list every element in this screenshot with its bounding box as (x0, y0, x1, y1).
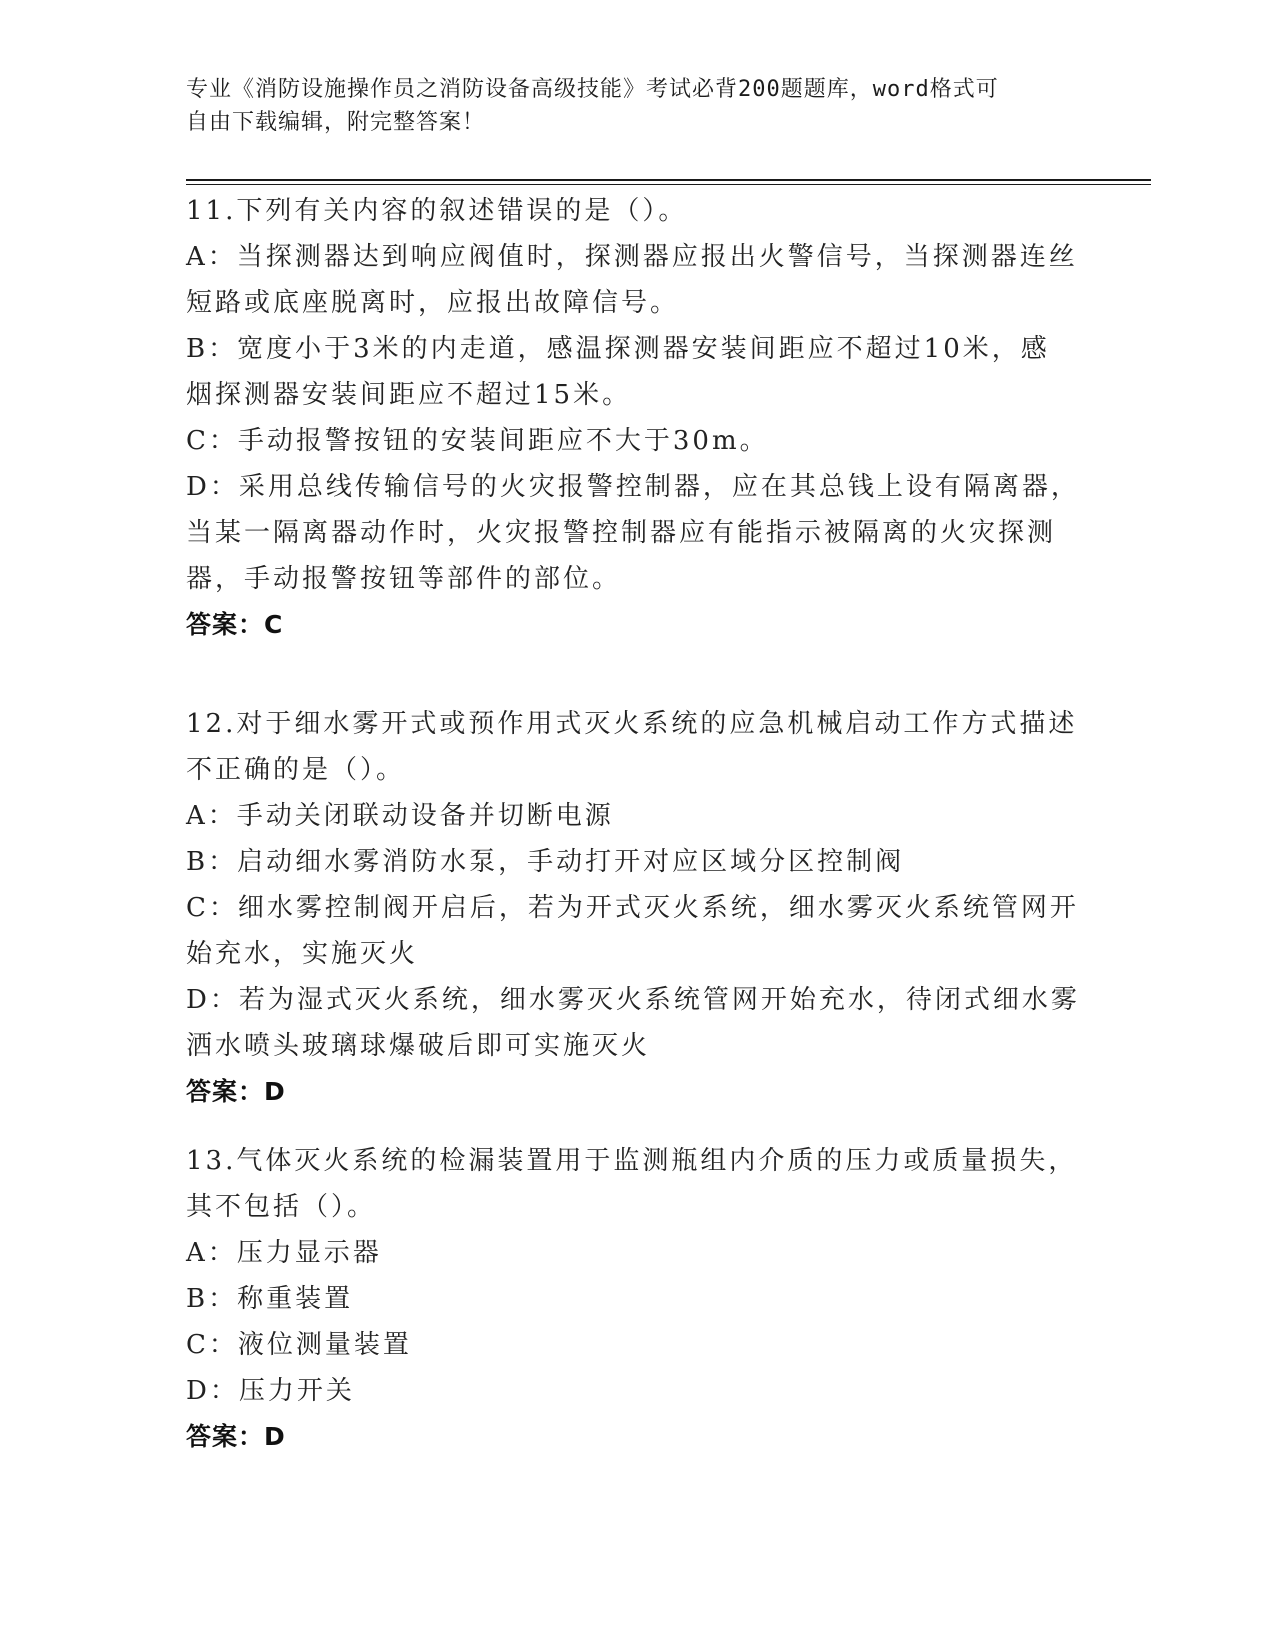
question-stem-line-cont: 其不包括（）。 (186, 1192, 377, 1222)
answer-label: 答案：C (186, 610, 284, 639)
option-b-line: B：称重装置 (186, 1284, 354, 1314)
header-line-1: 专业《消防设施操作员之消防设备高级技能》考试必背200题题库，word格式可 (186, 77, 999, 102)
option-d-line: D：压力开关 (186, 1376, 355, 1406)
question-stem-line: 13.气体灭火系统的检漏装置用于监测瓶组内介质的压力或质量损失， (186, 1146, 1078, 1176)
option-d-line-cont: 器，手动报警按钮等部件的部位。 (186, 564, 622, 594)
option-b-line: B：启动细水雾消防水泵，手动打开对应区域分区控制阀 (186, 847, 905, 877)
option-c-line: C：手动报警按钮的安装间距应不大于30m。 (186, 426, 769, 456)
option-c-line-cont: 始充水，实施灭火 (186, 939, 419, 969)
question-12 (186, 701, 1080, 1115)
option-a-line: A：当探测器达到响应阀值时，探测器应报出火警信号，当探测器连丝 (186, 242, 1078, 272)
option-d-line-cont: 当某一隔离器动作时，火灾报警控制器应有能指示被隔离的火灾探测 (186, 518, 1057, 548)
option-d-line: D：若为湿式灭火系统，细水雾灭火系统管网开始充水，待闭式细水雾 (186, 985, 1080, 1015)
header-line-2: 自由下载编辑，附完整答案！ (186, 110, 486, 135)
header-divider-thin (186, 184, 1151, 185)
question-13 (186, 1138, 1076, 1460)
document-header (186, 73, 1086, 139)
option-d-line-cont: 洒水喷头玻璃球爆破后即可实施灭火 (186, 1031, 651, 1061)
option-a-line: A：手动关闭联动设备并切断电源 (186, 801, 614, 831)
option-c-line: C：液位测量装置 (186, 1330, 412, 1360)
question-stem-line: 12.对于细水雾开式或预作用式灭火系统的应急机械启动工作方式描述 (186, 709, 1078, 739)
question-stem-line: 11.下列有关内容的叙述错误的是（）。 (186, 196, 688, 226)
option-c-line: C：细水雾控制阀开启后，若为开式灭火系统，细水雾灭火系统管网开 (186, 893, 1079, 923)
header-divider-thick (186, 179, 1151, 181)
question-stem-line-cont: 不正确的是（）。 (186, 755, 406, 785)
option-d-line: D：采用总线传输信号的火灾报警控制器，应在其总钱上设有隔离器， (186, 472, 1080, 502)
option-a-line-cont: 短路或底座脱离时，应报出故障信号。 (186, 288, 680, 318)
option-a-line: A：压力显示器 (186, 1238, 382, 1268)
option-b-line: B：宽度小于3米的内走道，感温探测器安装间距应不超过10米，感 (186, 334, 1050, 364)
answer-label: 答案：D (186, 1077, 286, 1106)
question-11 (186, 188, 1080, 648)
option-b-line-cont: 烟探测器安装间距应不超过15米。 (186, 380, 632, 410)
answer-label: 答案：D (186, 1422, 286, 1451)
